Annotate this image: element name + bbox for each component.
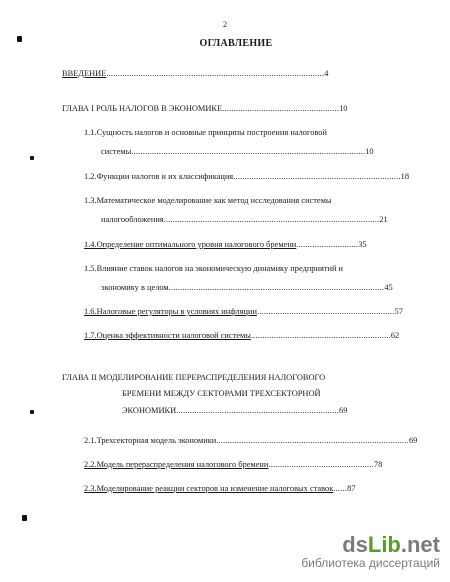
toc-dots: .................................................................................... <box>216 436 409 445</box>
toc-page: 21 <box>379 215 388 224</box>
toc-label: экономику в целом <box>101 283 169 292</box>
toc-label: 1.1.Сущность налогов и основные принципы построения налоговой <box>84 128 327 137</box>
toc-entry-1-3-line2[interactable] <box>101 214 388 226</box>
toc-dots: ............................................................................................... <box>106 69 325 78</box>
toc-label: ГЛАВА I РОЛЬ НАЛОГОВ В ЭКОНОМИКЕ <box>62 104 223 113</box>
toc-label: БРЕМЕНИ МЕЖДУ СЕКТОРАМИ ТРЕХСЕКТОРНОЙ <box>122 389 321 398</box>
toc-entry-1-6[interactable] <box>84 306 403 318</box>
toc-page: 4 <box>324 69 329 78</box>
toc-label: 1.6.Налоговые регуляторы в условиях инфляции <box>84 307 257 316</box>
toc-entry-1-4[interactable] <box>84 239 367 251</box>
logo-tagline: библиотека диссертаций <box>301 556 440 570</box>
toc-label: ГЛАВА II МОДЕЛИРОВАНИЕ ПЕРЕРАСПРЕДЕЛЕНИЯ НАЛОГОВОГО <box>62 373 326 382</box>
toc-entry-1-5-line1[interactable] <box>84 263 343 275</box>
toc-page: 62 <box>390 331 400 340</box>
toc-label: 2.3.Моделирование реакции секторов на изменение налоговых ставок <box>84 484 334 493</box>
toc-page: 10 <box>365 147 374 156</box>
toc-dots: ................................................... <box>222 104 340 113</box>
toc-dots: ............................................................. <box>250 331 391 340</box>
page-title: ОГЛАВЛЕНИЕ <box>199 38 273 49</box>
logo-brand: dsLib.net <box>342 532 440 557</box>
toc-dots: .............................................. <box>268 460 374 469</box>
toc-label: ЭКОНОМИКИ <box>122 406 177 415</box>
toc-label: 1.3.Математическое моделирование как метод исследования системы <box>84 196 332 205</box>
toc-entry-1-1-line2[interactable] <box>101 146 374 158</box>
scan-speck <box>17 36 22 42</box>
page-number: 2 <box>223 20 227 29</box>
toc-entry-2-3[interactable] <box>84 483 355 495</box>
toc-dots: ........................... <box>296 240 359 249</box>
toc-dots: ...................................................................................................... <box>131 147 366 156</box>
toc-entry-intro[interactable] <box>62 68 328 80</box>
toc-page: 35 <box>358 240 367 249</box>
toc-entry-1-2[interactable] <box>84 171 409 183</box>
toc-label: 1.7.Оценка эффективности налоговой системы <box>84 331 251 340</box>
toc-page: 18 <box>400 172 409 181</box>
toc-label: системы <box>101 147 132 156</box>
scan-speck <box>30 156 34 160</box>
toc-page: 45 <box>384 283 393 292</box>
toc-dots: .............................................................................................. <box>163 215 380 224</box>
dslib-logo <box>301 534 440 570</box>
toc-entry-chapter-2-line2[interactable] <box>122 388 321 400</box>
toc-dots: ......................................................................... <box>233 172 401 181</box>
toc-dots: ...... <box>333 484 348 493</box>
toc-entry-1-3-line1[interactable] <box>84 195 332 207</box>
toc-page: 10 <box>339 104 348 113</box>
toc-label: налогообложения <box>101 215 164 224</box>
toc-entry-chapter-2-line3[interactable] <box>122 405 347 417</box>
toc-label: 2.2.Модель перераспределения налогового бремени <box>84 460 269 469</box>
toc-label: ВВЕДЕНИЕ <box>62 69 107 78</box>
toc-entry-1-5-line2[interactable] <box>101 282 393 294</box>
toc-entry-chapter-1[interactable] <box>62 103 347 115</box>
toc-page: 78 <box>373 460 383 469</box>
toc-page: 57 <box>394 307 403 316</box>
toc-page: 69 <box>339 406 348 415</box>
toc-entry-1-1-line1[interactable] <box>84 127 327 139</box>
scan-speck <box>22 515 27 521</box>
toc-dots: ............................................................ <box>256 307 395 316</box>
toc-label: 1.2.Функции налогов и их классификация <box>84 172 234 181</box>
toc-dots: .............................................................................................. <box>168 283 385 292</box>
toc-label: 1.5.Влияние ставок налогов на экономическую динамику предприятий и <box>84 264 344 273</box>
toc-page: 69 <box>408 436 418 445</box>
scan-speck <box>30 410 34 414</box>
toc-label: 2.1.Трехсекторная модель экономики <box>84 436 217 445</box>
toc-entry-chapter-2-line1[interactable] <box>62 372 325 384</box>
toc-entry-2-2[interactable] <box>84 459 382 471</box>
toc-dots: ....................................................................... <box>176 406 340 415</box>
toc-label: 1.4.Определение оптимального уровня налогового бремени <box>84 240 297 249</box>
toc-entry-2-1[interactable] <box>84 435 417 447</box>
toc-page: 87 <box>347 484 356 493</box>
toc-entry-1-7[interactable] <box>84 330 399 342</box>
